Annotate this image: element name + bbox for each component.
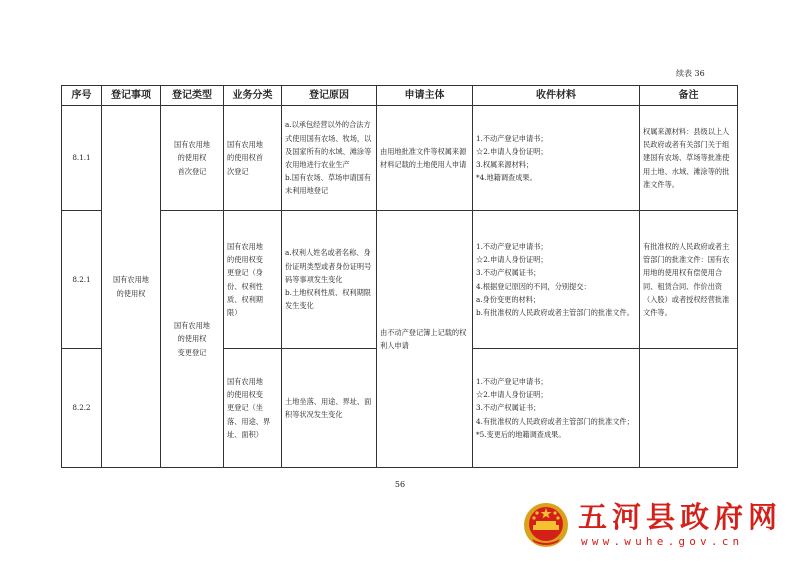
- row-materials: 1.不动产登记申请书； ☆2.申请人身份证明； 3.不动产权属证书； 4.有批准权的人民政府或者主管部门的批准文件； *5.变更后的地籍调查成果。: [473, 349, 640, 468]
- row-reason: 土地坐落、用途、界址、面积等状况发生变化: [282, 349, 377, 468]
- header-type: 登记类型: [161, 86, 224, 106]
- national-emblem-icon: [522, 501, 570, 549]
- header-category: 业务分类: [224, 86, 282, 106]
- page-number: 56: [394, 480, 406, 489]
- site-name: 五河县政府网: [578, 500, 783, 534]
- continued-label: 续表 36: [676, 69, 705, 78]
- row-category: 国有农用地 的使用权变 更登记（身 份、权利性 质、权利期 限）: [224, 211, 282, 349]
- row-category: 国有农用地 的使用权首 次登记: [224, 106, 282, 211]
- row-notes: 有批准权的人民政府或者主管部门的批准文件：国有农用地的使用权有偿使用合同、租赁合同、作价出资（入股）或者授权经营批准文件等。: [640, 211, 738, 349]
- header-reason: 登记原因: [282, 86, 377, 106]
- row-materials: 1.不动产登记申请书； ☆2.申请人身份证明； 3.权属来源材料； *4.地籍调查成果。: [473, 106, 640, 211]
- row-item: 国有农用地 的使用权: [102, 106, 161, 468]
- header-notes: 备注: [640, 86, 738, 106]
- row-reason: a.以承包经营以外的合法方式使用国有农场、牧场，以及国家所有的水域、滩涂等农用地进行农业生产 b.国有农场、草场申请国有未利用地登记: [282, 106, 377, 211]
- table-row: [62, 211, 738, 349]
- row-type: 国有农用地 的使用权 变更登记: [161, 211, 224, 468]
- row-no: 8.2.2: [62, 349, 102, 468]
- row-notes-empty: [640, 349, 738, 468]
- site-url: www.wuhe.gov.cn: [581, 535, 744, 548]
- table-row: [62, 106, 738, 211]
- header-applicant: 申请主体: [377, 86, 473, 106]
- row-applicant: 由用地批准文件等权属来源材料记载的土地使用人申请: [377, 106, 473, 211]
- header-materials: 收件材料: [473, 86, 640, 106]
- row-reason: a.权利人姓名或者名称、身份证明类型或者身份证明号码等事项发生变化 b.土地权利性质、权利期限发生变化: [282, 211, 377, 349]
- row-materials: 1.不动产登记申请书； ☆2.申请人身份证明； 3.不动产权属证书； 4.根据登记原因的不同，分别提交： a.身份变更的材料； b.有批准权的人民政府或者主管部门的批准文件。: [473, 211, 640, 349]
- row-type: 国有农用地 的使用权 首次登记: [161, 106, 224, 211]
- row-category: 国有农用地 的使用权变 更登记（坐 落、用途、界 址、面积）: [224, 349, 282, 468]
- registration-table: [61, 85, 738, 468]
- row-notes: 权属来源材料：县级以上人民政府或者有关部门关于组建国有农场、草场等批准使用土地、水域、滩涂等的批准文件等。: [640, 106, 738, 211]
- row-no: 8.1.1: [62, 106, 102, 211]
- header-item: 登记事项: [102, 86, 161, 106]
- header-no: 序号: [62, 86, 102, 106]
- site-logo[interactable]: [522, 500, 782, 550]
- row-no: 8.2.1: [62, 211, 102, 349]
- table-header: [62, 86, 738, 106]
- row-applicant: 由不动产登记簿上记载的权利人申请: [377, 211, 473, 468]
